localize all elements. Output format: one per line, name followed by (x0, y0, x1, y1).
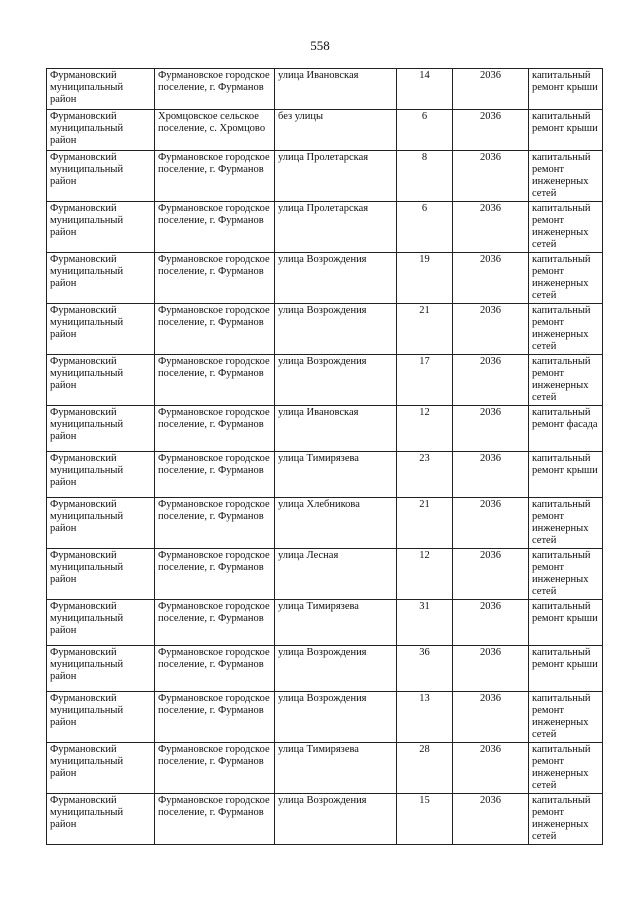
table-row (47, 406, 603, 452)
street-cell: улица Возрождения (275, 355, 397, 406)
district-cell: Фурмановский муниципальный район (47, 794, 155, 845)
work-type-cell: капитальный ремонт крыши (529, 600, 603, 646)
work-type-cell: капитальный ремонт инженерных сетей (529, 794, 603, 845)
settlement-cell: Фурмановское городское поселение, г. Фурманов (155, 646, 275, 692)
street-cell: улица Тимирязева (275, 600, 397, 646)
settlement-cell: Фурмановское городское поселение, г. Фурманов (155, 151, 275, 202)
table-row (47, 794, 603, 845)
work-type-cell: капитальный ремонт инженерных сетей (529, 498, 603, 549)
work-type-cell: капитальный ремонт инженерных сетей (529, 202, 603, 253)
district-cell: Фурмановский муниципальный район (47, 600, 155, 646)
district-cell: Фурмановский муниципальный район (47, 406, 155, 452)
work-type-cell: капитальный ремонт инженерных сетей (529, 692, 603, 743)
work-type-cell: капитальный ремонт крыши (529, 69, 603, 110)
settlement-cell: Фурмановское городское поселение, г. Фурманов (155, 549, 275, 600)
house-number-cell: 12 (397, 406, 453, 452)
year-cell: 2036 (453, 355, 529, 406)
house-number-cell: 23 (397, 452, 453, 498)
settlement-cell: Хромцовское сельское поселение, с. Хромцово (155, 110, 275, 151)
year-cell: 2036 (453, 69, 529, 110)
house-number-cell: 13 (397, 692, 453, 743)
work-type-cell: капитальный ремонт крыши (529, 646, 603, 692)
street-cell: улица Возрождения (275, 304, 397, 355)
street-cell: улица Ивановская (275, 406, 397, 452)
district-cell: Фурмановский муниципальный район (47, 69, 155, 110)
street-cell: улица Пролетарская (275, 151, 397, 202)
street-cell: улица Хлебникова (275, 498, 397, 549)
year-cell: 2036 (453, 692, 529, 743)
settlement-cell: Фурмановское городское поселение, г. Фурманов (155, 743, 275, 794)
settlement-cell: Фурмановское городское поселение, г. Фурманов (155, 794, 275, 845)
settlement-cell: Фурмановское городское поселение, г. Фурманов (155, 253, 275, 304)
year-cell: 2036 (453, 406, 529, 452)
house-number-cell: 15 (397, 794, 453, 845)
street-cell: без улицы (275, 110, 397, 151)
year-cell: 2036 (453, 794, 529, 845)
street-cell: улица Лесная (275, 549, 397, 600)
table-row (47, 743, 603, 794)
year-cell: 2036 (453, 304, 529, 355)
district-cell: Фурмановский муниципальный район (47, 355, 155, 406)
work-type-cell: капитальный ремонт инженерных сетей (529, 355, 603, 406)
table-row (47, 549, 603, 600)
house-number-cell: 28 (397, 743, 453, 794)
year-cell: 2036 (453, 151, 529, 202)
settlement-cell: Фурмановское городское поселение, г. Фурманов (155, 498, 275, 549)
table-row (47, 110, 603, 151)
district-cell: Фурмановский муниципальный район (47, 110, 155, 151)
register-table (46, 68, 603, 845)
settlement-cell: Фурмановское городское поселение, г. Фурманов (155, 452, 275, 498)
settlement-cell: Фурмановское городское поселение, г. Фурманов (155, 202, 275, 253)
work-type-cell: капитальный ремонт крыши (529, 452, 603, 498)
house-number-cell: 17 (397, 355, 453, 406)
street-cell: улица Ивановская (275, 69, 397, 110)
district-cell: Фурмановский муниципальный район (47, 253, 155, 304)
table-row (47, 253, 603, 304)
year-cell: 2036 (453, 110, 529, 151)
district-cell: Фурмановский муниципальный район (47, 452, 155, 498)
year-cell: 2036 (453, 743, 529, 794)
settlement-cell: Фурмановское городское поселение, г. Фурманов (155, 600, 275, 646)
district-cell: Фурмановский муниципальный район (47, 549, 155, 600)
street-cell: улица Возрождения (275, 794, 397, 845)
district-cell: Фурмановский муниципальный район (47, 304, 155, 355)
year-cell: 2036 (453, 452, 529, 498)
table-row (47, 304, 603, 355)
year-cell: 2036 (453, 253, 529, 304)
house-number-cell: 21 (397, 498, 453, 549)
table-row (47, 600, 603, 646)
table-row (47, 202, 603, 253)
house-number-cell: 19 (397, 253, 453, 304)
district-cell: Фурмановский муниципальный район (47, 498, 155, 549)
work-type-cell: капитальный ремонт инженерных сетей (529, 549, 603, 600)
settlement-cell: Фурмановское городское поселение, г. Фурманов (155, 355, 275, 406)
house-number-cell: 21 (397, 304, 453, 355)
work-type-cell: капитальный ремонт инженерных сетей (529, 253, 603, 304)
street-cell: улица Возрождения (275, 646, 397, 692)
work-type-cell: капитальный ремонт инженерных сетей (529, 743, 603, 794)
street-cell: улица Тимирязева (275, 452, 397, 498)
house-number-cell: 6 (397, 110, 453, 151)
street-cell: улица Пролетарская (275, 202, 397, 253)
table-row (47, 355, 603, 406)
house-number-cell: 14 (397, 69, 453, 110)
table-row (47, 646, 603, 692)
house-number-cell: 6 (397, 202, 453, 253)
table-row (47, 151, 603, 202)
street-cell: улица Возрождения (275, 253, 397, 304)
house-number-cell: 8 (397, 151, 453, 202)
year-cell: 2036 (453, 646, 529, 692)
street-cell: улица Тимирязева (275, 743, 397, 794)
work-type-cell: капитальный ремонт инженерных сетей (529, 151, 603, 202)
district-cell: Фурмановский муниципальный район (47, 202, 155, 253)
district-cell: Фурмановский муниципальный район (47, 646, 155, 692)
house-number-cell: 12 (397, 549, 453, 600)
settlement-cell: Фурмановское городское поселение, г. Фурманов (155, 406, 275, 452)
table-row (47, 692, 603, 743)
table-row (47, 69, 603, 110)
work-type-cell: капитальный ремонт инженерных сетей (529, 304, 603, 355)
year-cell: 2036 (453, 202, 529, 253)
street-cell: улица Возрождения (275, 692, 397, 743)
district-cell: Фурмановский муниципальный район (47, 151, 155, 202)
table-row (47, 452, 603, 498)
year-cell: 2036 (453, 600, 529, 646)
settlement-cell: Фурмановское городское поселение, г. Фурманов (155, 692, 275, 743)
year-cell: 2036 (453, 549, 529, 600)
work-type-cell: капитальный ремонт фасада (529, 406, 603, 452)
house-number-cell: 36 (397, 646, 453, 692)
district-cell: Фурмановский муниципальный район (47, 692, 155, 743)
work-type-cell: капитальный ремонт крыши (529, 110, 603, 151)
settlement-cell: Фурмановское городское поселение, г. Фурманов (155, 69, 275, 110)
district-cell: Фурмановский муниципальный район (47, 743, 155, 794)
table-row (47, 498, 603, 549)
year-cell: 2036 (453, 498, 529, 549)
settlement-cell: Фурмановское городское поселение, г. Фурманов (155, 304, 275, 355)
house-number-cell: 31 (397, 600, 453, 646)
page-number: 558 (310, 38, 330, 53)
